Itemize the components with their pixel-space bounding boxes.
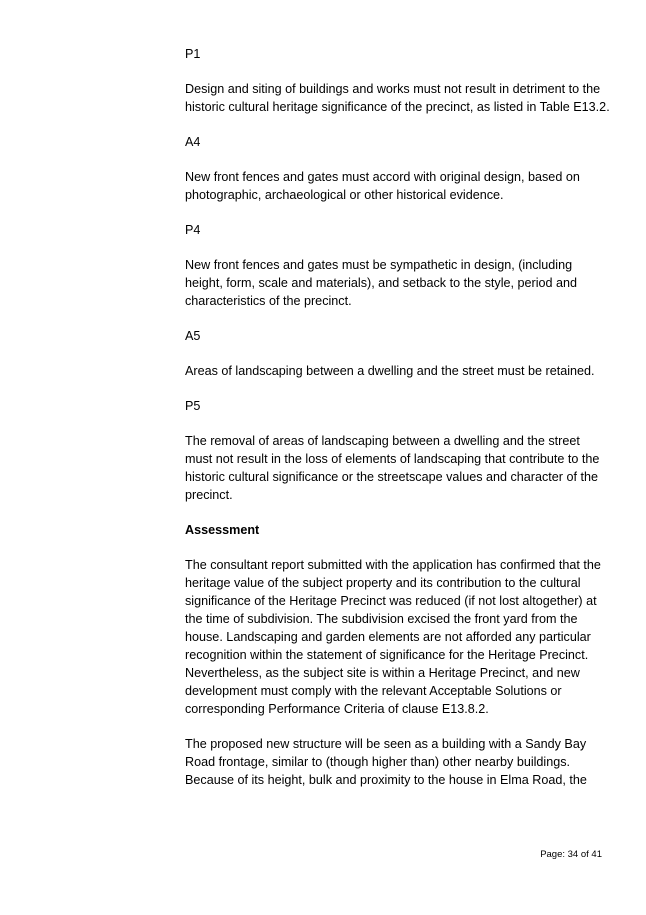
- assessment-heading: Assessment: [185, 523, 260, 537]
- document-body: [185, 45, 610, 806]
- clause-label-p1: P1: [185, 47, 201, 61]
- clause-label-a5: A5: [185, 329, 201, 343]
- clause-text-p1: Design and siting of buildings and works must not result in detriment to the historic cultural heritage significance of the precinct, as listed in Table E13.2.: [185, 82, 610, 114]
- assessment-paragraph: The consultant report submitted with the application has confirmed that the heritage value of the subject property and its contribution to the cultural significance of the Heritage Precinct was reduced (if not lost altogether) at the time of subdivision. The subdivision excised the front yard from the house. Landscaping and garden elements are not afforded any particular recognition within the statement of significance for the Heritage Precinct. Nevertheless, as the subject site is within a Heritage Precinct, and new development must comply with the relevant Acceptable Solutions or corresponding Performance Criteria of clause E13.8.2.: [185, 558, 601, 716]
- clause-text-p5: The removal of areas of landscaping between a dwelling and the street must not result in the loss of elements of landscaping that contribute to the historic cultural significance or the streetscape values and character of the precinct.: [185, 434, 600, 502]
- clause-text-p4: New front fences and gates must be sympathetic in design, (including height, form, scale and materials), and setback to the style, period and characteristics of the precinct.: [185, 258, 578, 308]
- clause-label-a4: A4: [185, 135, 201, 149]
- clause-text-a5: Areas of landscaping between a dwelling and the street must be retained.: [185, 364, 595, 378]
- clause-label-p4: P4: [185, 223, 201, 237]
- clause-text-a4: New front fences and gates must accord with original design, based on photographic, archaeological or other historical evidence.: [185, 170, 580, 202]
- clause-label-p5: P5: [185, 399, 201, 413]
- page-number: Page: 34 of 41: [540, 849, 602, 860]
- assessment-paragraph: The proposed new structure will be seen as a building with a Sandy Bay Road frontage, similar to (though higher than) other nearby buildings. Because of its height, bulk and proximity to the house in Elma Road, the: [185, 737, 587, 787]
